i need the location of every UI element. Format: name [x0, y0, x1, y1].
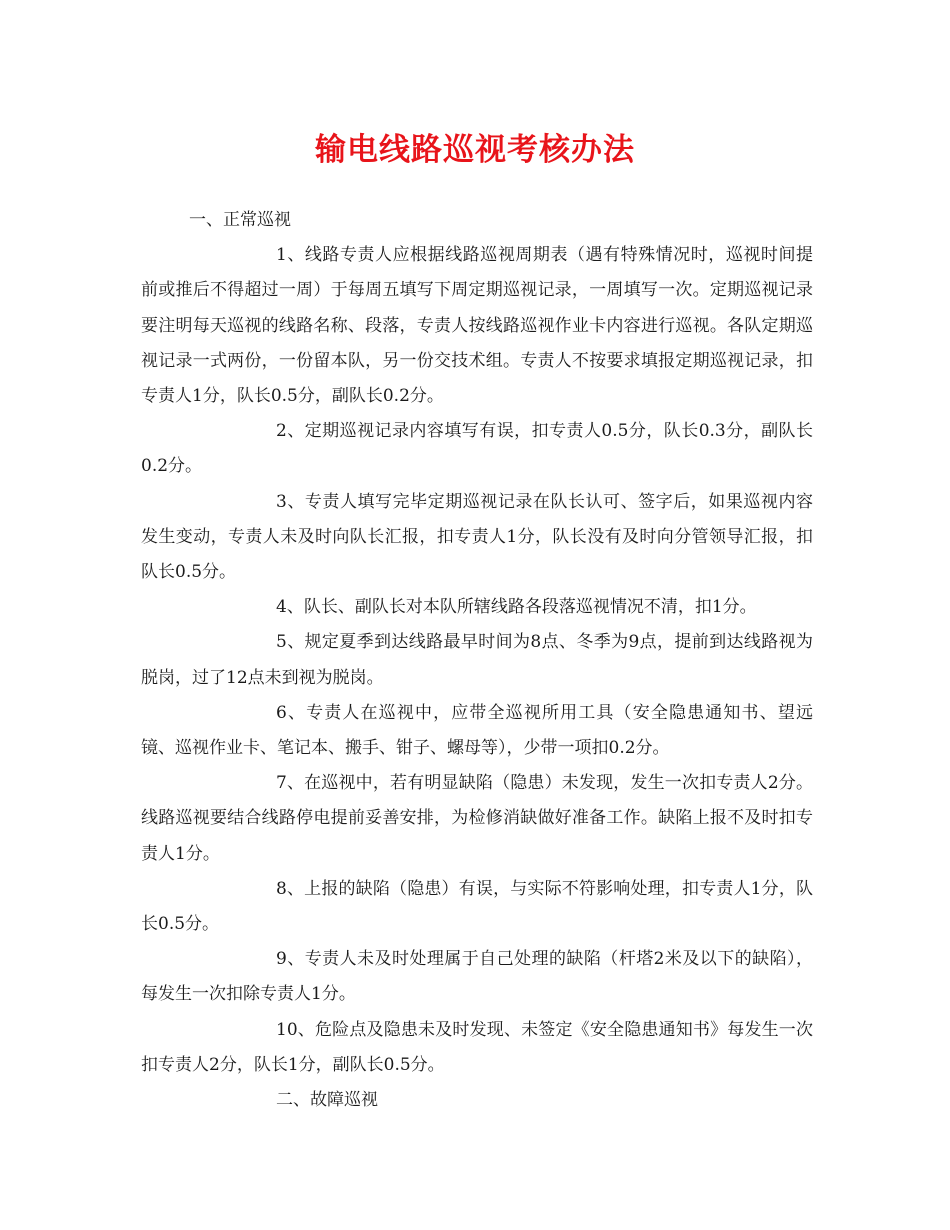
section-heading-normal-patrol: 一、正常巡视 [189, 210, 291, 230]
document-title: 输电线路巡视考核办法 [315, 132, 635, 168]
rule-item-4: 4、队长、副队长对本队所辖线路各段落巡视情况不清，扣1分。 [276, 597, 757, 618]
rule-item-5: 5、规定夏季到达线路最早时间为8点、冬季为9点，提前到达线路视为脱岗，过了12点未到视为脱岗。 [141, 632, 813, 688]
rule-item-10: 10、危险点及隐患未及时发现、未签定《安全隐患通知书》每发生一次扣专责人2分，队长1分，副队长0.5分。 [141, 1019, 813, 1075]
rule-item-2: 2、定期巡视记录内容填写有误，扣专责人0.5分，队长0.3分，副队长0.2分。 [141, 421, 813, 477]
rule-item-7: 7、在巡视中，若有明显缺陷（隐患）未发现，发生一次扣专责人2分。线路巡视要结合线路停电提前妥善安排，为检修消缺做好准备工作。缺陷上报不及时扣专责人1分。 [141, 773, 813, 864]
rule-item-1: 1、线路专责人应根据线路巡视周期表（遇有特殊情况时，巡视时间提前或推后不得超过一周）于每周五填写下周定期巡视记录，一周填写一次。定期巡视记录要注明每天巡视的线路名称、段落，专责人按线路巡视作业卡内容进行巡视。各队定期巡视记录一式两份，一份留本队，另一份交技术组。专责人不按要求填报定期巡视记录，扣专责人1分，队长0.5分，副队长0.2分。 [141, 245, 813, 407]
rule-item-8: 8、上报的缺陷（隐患）有误，与实际不符影响处理，扣专责人1分，队长0.5分。 [141, 878, 813, 935]
rule-item-9: 9、专责人未及时处理属于自己处理的缺陷（杆塔2米及以下的缺陷），每发生一次扣除专责人1分。 [141, 949, 813, 1005]
section-heading-fault-patrol: 二、故障巡视 [276, 1090, 378, 1111]
rule-item-3: 3、专责人填写完毕定期巡视记录在队长认可、签字后，如果巡视内容发生变动，专责人未及时向队长汇报，扣专责人1分，队长没有及时向分管领导汇报，扣队长0.5分。 [141, 491, 813, 583]
document-body [141, 203, 813, 1118]
rule-item-6: 6、专责人在巡视中，应带全巡视所用工具（安全隐患通知书、望远镜、巡视作业卡、笔记本、搬手、钳子、螺母等），少带一项扣0.2分。 [141, 702, 813, 759]
